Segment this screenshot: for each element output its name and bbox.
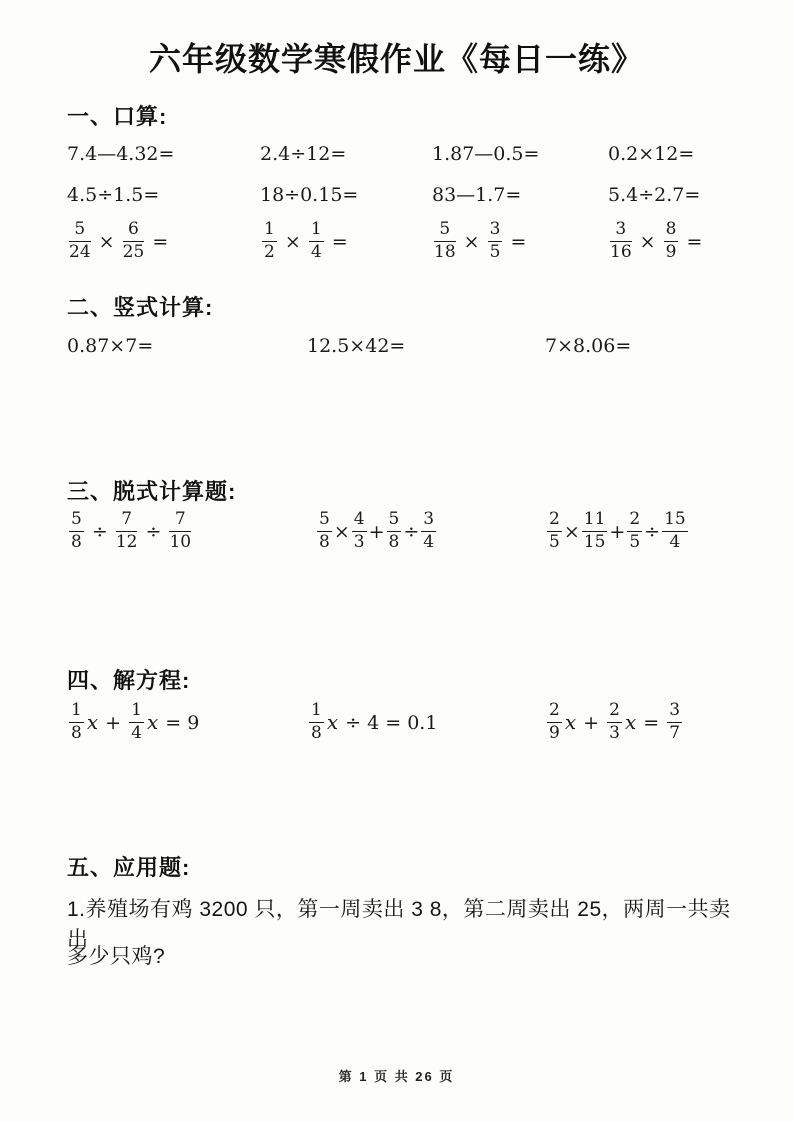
vertical-row	[67, 335, 732, 357]
equation-problem: $\frac{2}{9}$ x + $\frac{2}{3}$ x = $\frac{3}{7}$	[549, 700, 681, 743]
word-problem-line-1: 1.养殖场有鸡 3200 只，第一周卖出 3 8，第二周卖出 25，两周一共卖出	[67, 898, 731, 951]
section-heading-stepwise: 三、脱式计算题:	[67, 479, 237, 504]
oral-row-3	[67, 219, 732, 264]
fraction: $\frac{5}{8}$	[71, 509, 82, 552]
fraction: $\frac{1}{2}$	[264, 219, 275, 262]
fraction: $\frac{5}{8}$	[388, 509, 400, 552]
variable-x: x	[146, 710, 159, 735]
oral-problem: 0.2×12=	[608, 143, 695, 165]
equation-problem: $\frac{1}{8}$ x ÷ 4 = 0.1	[311, 700, 438, 743]
fraction: $\frac{5}{24}$	[69, 219, 91, 262]
fraction: $\frac{5}{18}$	[434, 219, 456, 262]
oral-row-2	[67, 184, 732, 206]
page-title: 六年级数学寒假作业《每日一练》	[148, 41, 644, 77]
fraction: $\frac{1}{4}$	[310, 219, 322, 262]
vertical-problem: 0.87×7=	[67, 335, 154, 357]
fraction: $\frac{3}{4}$	[423, 509, 435, 552]
fraction: $\frac{11}{15}$	[583, 509, 606, 552]
fraction: $\frac{7}{12}$	[115, 509, 138, 552]
oral-problem: 2.4÷12=	[260, 143, 347, 165]
fraction: $\frac{1}{8}$	[311, 700, 322, 743]
fraction: $\frac{2}{5}$	[549, 509, 560, 552]
oral-problem: 83—1.7=	[432, 184, 522, 206]
section-heading-word: 五、应用题:	[67, 855, 191, 880]
variable-x: x	[326, 710, 339, 735]
oral-problem: 4.5÷1.5=	[67, 184, 160, 206]
fraction: $\frac{15}{4}$	[664, 509, 686, 552]
variable-x: x	[86, 710, 99, 735]
oral-problem: 18÷0.15=	[260, 184, 359, 206]
section-heading-oral: 一、口算:	[67, 104, 168, 129]
oral-problem: 5.4÷2.7=	[608, 184, 701, 206]
oral-fraction-problem: $\frac{5}{24}$ × $\frac{6}{25}$ =	[69, 219, 169, 262]
equation-problem: $\frac{1}{8}$ x + $\frac{1}{4}$ x = 9	[71, 700, 200, 743]
oral-fraction-problem: $\frac{1}{2}$ × $\frac{1}{4}$ =	[264, 219, 348, 262]
fraction: $\frac{7}{10}$	[169, 509, 192, 552]
stepwise-row	[67, 509, 732, 554]
fraction: $\frac{2}{9}$	[549, 700, 560, 743]
oral-row-1	[67, 143, 732, 165]
oral-problem: 7.4—4.32=	[67, 143, 175, 165]
fraction: $\frac{2}{3}$	[609, 700, 620, 743]
variable-x: x	[564, 710, 577, 735]
fraction: $\frac{5}{8}$	[319, 509, 330, 552]
word-problem-line-2: 多少只鸡?	[67, 945, 166, 968]
stepwise-problem: $\frac{5}{8}$ ÷ $\frac{7}{12}$ ÷ $\frac{7}{10}$	[71, 509, 192, 552]
vertical-problem: 12.5×42=	[307, 335, 406, 357]
section-heading-vertical: 二、竖式计算:	[67, 295, 214, 320]
vertical-problem: 7×8.06=	[545, 335, 632, 357]
variable-x: x	[624, 710, 637, 735]
fraction: $\frac{8}{9}$	[665, 219, 677, 262]
fraction: $\frac{1}{8}$	[71, 700, 82, 743]
fraction: $\frac{1}{4}$	[131, 700, 142, 743]
fraction: $\frac{3}{7}$	[669, 700, 681, 743]
stepwise-problem: $\frac{2}{5}$ × $\frac{11}{15}$ + $\frac{2}{5}$ ÷ $\frac{15}{4}$	[549, 509, 686, 552]
fraction: $\frac{4}{3}$	[353, 509, 365, 552]
equations-row	[67, 700, 732, 745]
oral-fraction-problem: $\frac{3}{16}$ × $\frac{8}{9}$ =	[610, 219, 703, 262]
oral-fraction-problem: $\frac{5}{18}$ × $\frac{3}{5}$ =	[434, 219, 527, 262]
fraction: $\frac{3}{5}$	[489, 219, 501, 262]
fraction: $\frac{6}{25}$	[122, 219, 145, 262]
stepwise-problem: $\frac{5}{8}$ × $\frac{4}{3}$ + $\frac{5}{8}$ ÷ $\frac{3}{4}$	[319, 509, 435, 552]
fraction: $\frac{2}{5}$	[629, 509, 641, 552]
fraction: $\frac{3}{16}$	[610, 219, 632, 262]
oral-problem: 1.87—0.5=	[432, 143, 540, 165]
section-heading-equations: 四、解方程:	[67, 668, 191, 693]
page-number: 第 1 页 共 26 页	[338, 1069, 455, 1084]
